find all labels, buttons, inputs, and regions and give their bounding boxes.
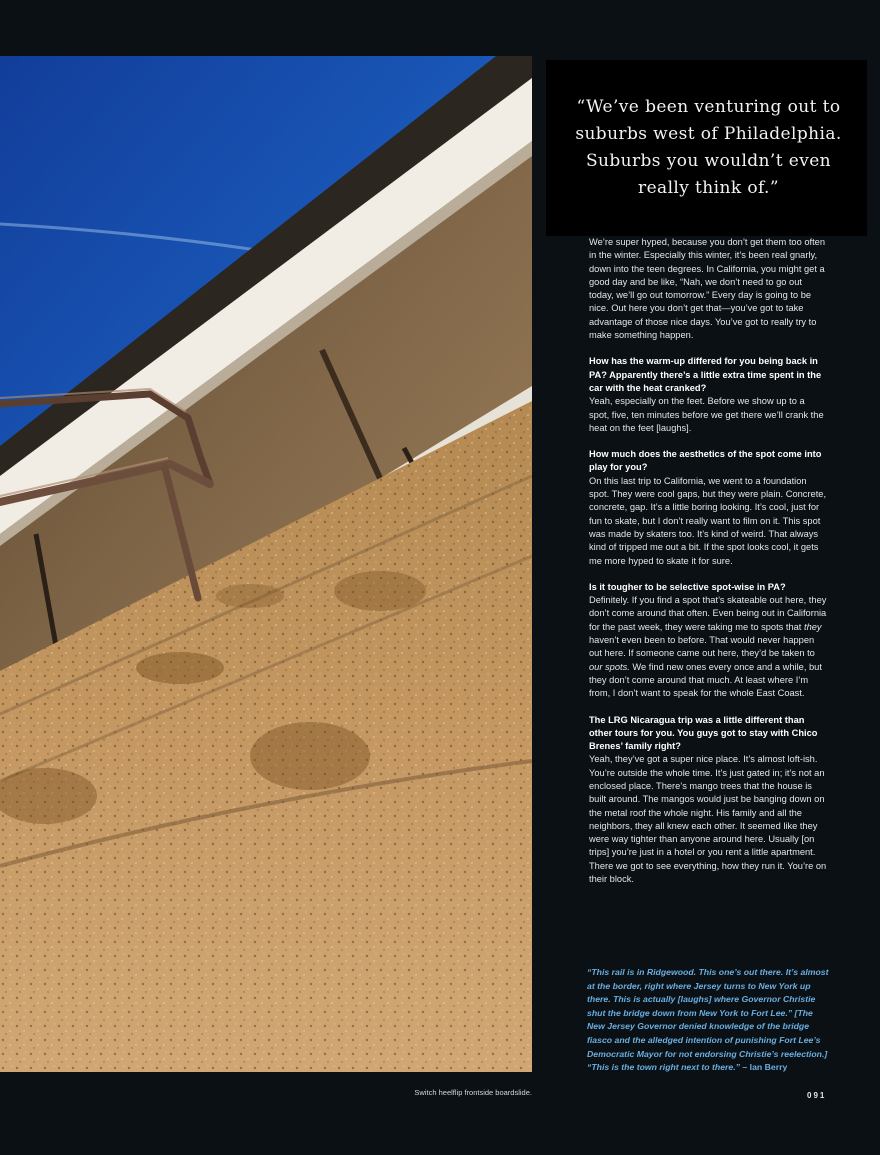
answer-3-part-1: Definitely. If you find a spot that’s skateable out here, they don’t come around that often. Even being out in California for the past week, they were taking me to spots that [589,595,827,632]
pull-quote-text: “We’ve been venturing out to suburbs west of Philadelphia. Suburbs you wouldn’t even really think of.” [575,97,842,198]
interview-qa-4 [589,714,827,887]
skate-photo [0,56,532,1072]
answer-3-emphasis-2: our spots. [589,661,630,672]
question-4: The LRG Nicaragua trip was a little different than other tours for you. You guys got to stay with Chico Brenes’ family right? [589,714,818,752]
photo-illustration [0,56,532,1072]
sidebar-quote-credit: – Ian Berry [740,1062,788,1073]
page-number: 091 [807,1091,827,1100]
intro-paragraph: We’re super hyped, because you don’t get them too often in the winter. Especially this winter, it’s been real gnarly, down into the teen degrees. In California, you might get a good day and be like, “Nah, we don’t need to go out today, we’ll go out tomorrow.” Every day is going to be nice. Out here you don’t get that—you’ve got to take advantage of those nice days. You’ve got to really try to make something happen. [589,237,826,341]
question-2: How much does the aesthetics of the spot come into play for you? [589,449,822,473]
article-body [589,236,827,899]
answer-1: Yeah, especially on the feet. Before we show up to a spot, five, ten minutes before we get there we’ll crank the heat on the feet [laughs]. [589,396,824,433]
interview-qa-2 [589,448,827,568]
answer-3-part-3: We find new ones every once and a while, but they don’t come around that much. At least where I’m from, I don’t want to speak for the whole East Coast. [589,661,822,699]
question-3: Is it tougher to be selective spot-wise in PA? [589,581,786,592]
photo-caption: Switch heelflip frontside boardslide. [414,1088,532,1097]
pull-quote-box [546,60,867,236]
photo-sidebar-quote [587,966,831,1075]
interview-qa-1 [589,355,827,435]
answer-2: On this last trip to California, we went to a foundation spot. They were cool gaps, but they were plain. Concrete, concrete, gap. It’s a little boring looking. It’s cool, just for fun to skate, but I don’t really want to film on it. This spot was made by skaters too. It’s kind of weird. That always kind of tripped me out a bit. If the spot looks cool, it gets me more hyped to skate it for sure. [589,475,827,566]
question-1: How has the warm-up differed for you being back in PA? Apparently there’s a little extra time spent in the car with the heat cranked? [589,356,822,393]
answer-3-emphasis-1: they [803,621,822,632]
answer-4: Yeah, they’ve got a super nice place. It’s almost loft-ish. You’re outside the whole time. It’s just gated in; it’s not an enclosed place. There’s mango trees that the house is built around. The mangos would just be banging down on the metal roof the whole night. His family and all the neighbors, they all knew each other. It seemed like they were way tighter than anyone around here. Usually [on trips] you’re just in a hotel or you rent a little apartment. There we got to see everything, how they run it. You’re on their block. [589,754,827,885]
sidebar-quote-text: “This rail is in Ridgewood. This one’s out there. It’s almost at the border, right where Jersey turns to New York up there. This is actually [laughs] where Governor Christie shut the bridge down from New York to Fort Lee.” [The New Jersey Governor denied knowledge of the bridge fiasco and the alledged intention of punishing Fort Lee’s Democratic Mayor for not endorsing Christie’s reelection.] “This is the town right next to there.” [587,967,829,1073]
interview-qa-3 [589,581,827,701]
answer-3-part-2: haven’t even been to before. That would never happen out here. If someone came out here, they’d be taken to [589,635,815,659]
